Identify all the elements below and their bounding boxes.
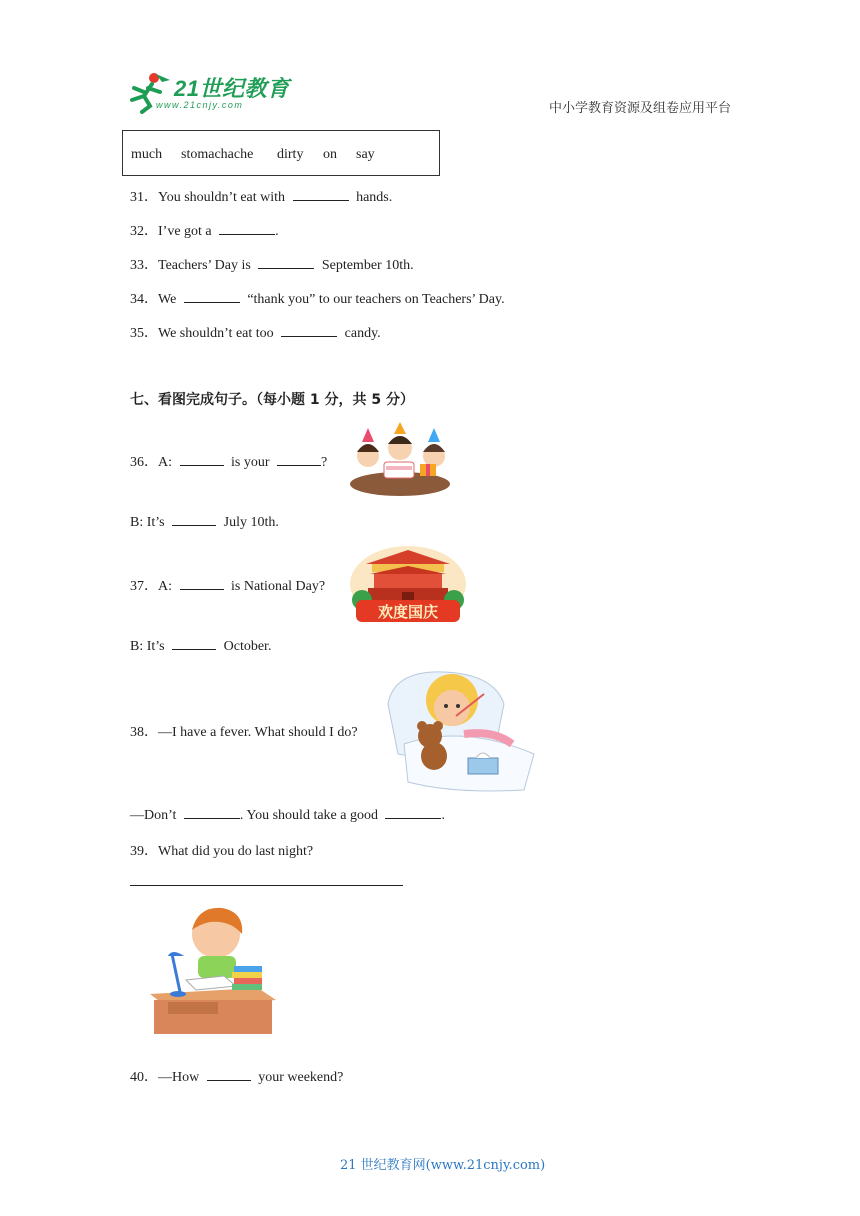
question-number: 37．	[130, 579, 158, 594]
question-40	[130, 1066, 343, 1086]
answer-blank[interactable]	[172, 513, 216, 526]
site-logo	[122, 70, 292, 115]
birthday-party-picture	[348, 422, 452, 496]
national-day-tiananmen-picture	[348, 544, 468, 624]
question-text: We	[158, 292, 177, 307]
question-text: September 10th.	[321, 258, 414, 273]
question-text: July 10th.	[223, 515, 279, 530]
answer-blank[interactable]	[293, 188, 349, 201]
section-title: 七、看图完成句子。（每小题 1 分，共 5 分）	[130, 392, 414, 408]
sick-girl-in-bed-picture	[384, 664, 542, 794]
question-text: hands.	[356, 190, 393, 205]
question-text: .	[441, 808, 445, 823]
question-text: . You should take a good	[239, 808, 378, 823]
question-text: candy.	[344, 326, 381, 341]
word-bank-box	[122, 130, 440, 176]
question-text: is your	[231, 455, 270, 470]
answer-line[interactable]	[130, 885, 403, 886]
word-bank-item: on	[323, 147, 337, 162]
question-text: October.	[223, 639, 272, 654]
logo-text: 21世纪教育	[174, 76, 290, 101]
logo-url: www.21cnjy.com	[156, 100, 244, 110]
boy-studying-at-desk-picture	[150, 904, 276, 1038]
question-number: 34．	[130, 292, 158, 307]
speaker-label: B: It’s	[130, 515, 165, 530]
answer-blank[interactable]	[172, 637, 216, 650]
answer-blank[interactable]	[277, 453, 321, 466]
answer-blank[interactable]	[180, 453, 224, 466]
answer-blank[interactable]	[184, 290, 240, 303]
answer-blank[interactable]	[258, 256, 314, 269]
question-text: is National Day?	[231, 579, 326, 594]
question-number: 40．	[130, 1070, 158, 1085]
question-38	[130, 721, 358, 741]
question-34	[130, 288, 505, 308]
answer-blank[interactable]	[180, 577, 224, 590]
question-33	[130, 254, 414, 274]
question-number: 33．	[130, 258, 158, 273]
question-number: 35．	[130, 326, 158, 341]
answer-blank[interactable]	[207, 1068, 251, 1081]
word-bank-item: much	[131, 147, 163, 162]
question-31	[130, 186, 392, 206]
question-text: .	[275, 224, 279, 239]
question-35	[130, 322, 381, 342]
question-37-answer	[130, 637, 271, 655]
answer-blank[interactable]	[385, 806, 441, 819]
answer-blank[interactable]	[184, 806, 240, 819]
answer-blank[interactable]	[219, 222, 275, 235]
question-38-answer	[130, 806, 445, 824]
question-number: 38．	[130, 725, 158, 740]
question-number: 36．	[130, 455, 158, 470]
question-37	[130, 575, 325, 595]
question-text: I’ve got a	[158, 224, 212, 239]
question-36	[130, 451, 327, 471]
question-text: What did you do last night?	[158, 844, 314, 859]
question-text: ?	[321, 455, 328, 470]
header-tagline: 中小学教育资源及组卷应用平台	[549, 101, 732, 116]
question-text: Teachers’ Day is	[158, 258, 251, 273]
speaker-label: A:	[158, 455, 172, 470]
question-number: 39．	[130, 844, 158, 859]
word-bank-item: say	[356, 147, 375, 162]
question-text: your weekend?	[258, 1070, 344, 1085]
question-text: —I have a fever. What should I do?	[158, 725, 358, 740]
answer-blank[interactable]	[281, 324, 337, 337]
word-bank-item: stomachache	[181, 147, 254, 162]
question-32	[130, 220, 279, 240]
picture-caption: 欢度国庆	[377, 603, 439, 621]
speaker-label: A:	[158, 579, 172, 594]
question-text: —How	[158, 1070, 200, 1085]
word-bank-item: dirty	[277, 147, 304, 162]
question-text: You shouldn’t eat with	[158, 190, 286, 205]
speaker-label: B: It’s	[130, 639, 165, 654]
question-39	[130, 840, 313, 860]
question-36-answer	[130, 513, 279, 531]
question-text: “thank you” to our teachers on Teachers’ Day.	[247, 292, 505, 307]
footer-link[interactable]: 21 世纪教育网(www.21cnjy.com)	[340, 1158, 546, 1173]
question-number: 32．	[130, 224, 158, 239]
question-text: —Don’t	[130, 808, 177, 823]
question-text: We shouldn’t eat too	[158, 326, 274, 341]
question-number: 31．	[130, 190, 158, 205]
